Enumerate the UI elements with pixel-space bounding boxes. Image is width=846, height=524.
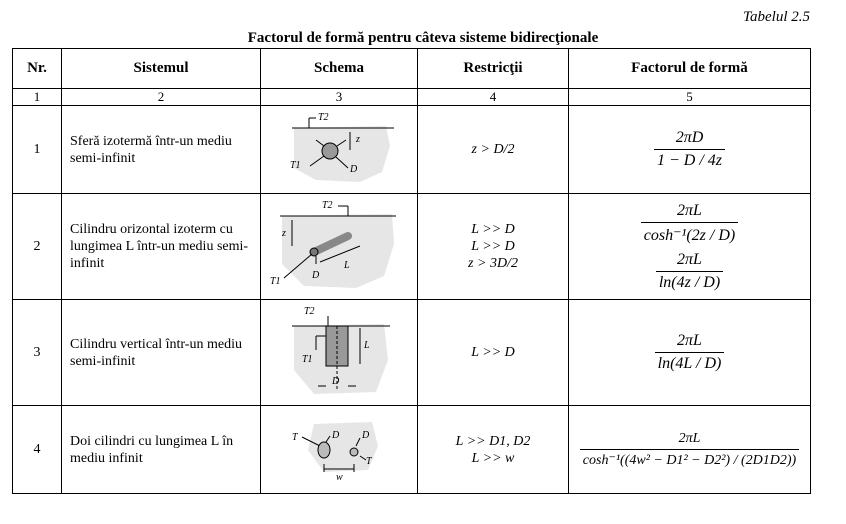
label-T2: T2	[318, 112, 329, 123]
shape-factor-cell	[569, 106, 811, 194]
formula	[654, 129, 725, 170]
schema-cell	[261, 194, 418, 300]
label-z: z	[282, 228, 286, 239]
restriction: L >> D	[471, 239, 515, 254]
label-T2: T2	[322, 200, 333, 211]
shape-factor-cell	[569, 406, 811, 494]
restrictions-cell	[418, 106, 569, 194]
table-row	[13, 300, 811, 406]
restriction: L >> D	[471, 222, 515, 237]
schema-cell	[261, 406, 418, 494]
system-description: Sferă izotermă într-un mediu semi-infinit	[62, 106, 261, 194]
row-number: 3	[13, 300, 62, 406]
column-number: 2	[62, 89, 261, 106]
label-D: D	[332, 376, 340, 387]
row-number: 1	[13, 106, 62, 194]
table-row	[13, 194, 811, 300]
system-description: Cilindru vertical într-un mediu semi-infinit	[62, 300, 261, 406]
label-T1: T1	[270, 276, 281, 287]
label-D2: D	[362, 430, 370, 441]
restriction: z > 3D/2	[468, 256, 518, 271]
header-nr: Nr.	[13, 49, 62, 89]
table-row	[13, 406, 811, 494]
column-number: 5	[569, 89, 811, 106]
table-row	[13, 106, 811, 194]
sphere-schema-diagram	[264, 106, 414, 188]
restrictions-cell	[418, 406, 569, 494]
formula-denominator: ln(4z / D)	[656, 271, 723, 292]
restriction: L >> D1, D2	[455, 433, 531, 449]
column-number: 4	[418, 89, 569, 106]
shape-factor-cell	[569, 300, 811, 406]
column-number-row	[13, 89, 811, 106]
formula-denominator: cosh⁻¹(2z / D)	[641, 222, 738, 245]
header-schema: Schema	[261, 49, 418, 89]
formula	[656, 251, 723, 292]
formula-denominator: 1 − D / 4z	[654, 149, 725, 170]
restrictions-cell	[418, 194, 569, 300]
restriction: z > D/2	[471, 142, 515, 157]
formula-numerator: 2πD	[675, 129, 704, 146]
header-row	[13, 49, 811, 89]
formula-numerator: 2πL	[677, 332, 702, 349]
schema-cell	[261, 106, 418, 194]
label-D: D	[350, 164, 358, 175]
system-description: Doi cilindri cu lungimea L în mediu infinit	[62, 406, 261, 494]
column-number: 3	[261, 89, 418, 106]
two-cylinders-schema-diagram	[264, 406, 414, 488]
label-T-left: T	[292, 432, 298, 443]
restriction: L >> w	[471, 450, 515, 466]
vertical-cylinder-schema-diagram	[264, 300, 414, 400]
shape-factor-cell	[569, 194, 811, 300]
label-T1: T1	[302, 354, 313, 365]
table-label: Tabelul 2.5	[743, 9, 810, 25]
label-T2: T2	[304, 306, 315, 317]
schema-cell	[261, 300, 418, 406]
label-T1: T1	[290, 160, 301, 171]
label-z: z	[356, 134, 360, 145]
restrictions-cell	[418, 300, 569, 406]
formula-numerator: 2πL	[677, 201, 702, 219]
label-D: D	[312, 270, 320, 281]
horizontal-cylinder-schema-diagram	[264, 194, 414, 294]
formula	[655, 332, 725, 373]
label-T-right: T	[366, 456, 372, 467]
restriction: L >> D	[471, 345, 515, 360]
header-restrictions: Restricţii	[418, 49, 569, 89]
header-shape-factor: Factorul de formă	[569, 49, 811, 89]
system-description: Cilindru orizontal izoterm cu lungimea L într-un mediu semi-infinit	[62, 194, 261, 300]
row-number: 4	[13, 406, 62, 494]
label-L: L	[364, 340, 370, 351]
table-title: Factorul de formă pentru câteva sisteme bidirecţionale	[247, 30, 599, 46]
shape-factor-table	[12, 48, 811, 494]
label-D1: D	[332, 430, 340, 441]
label-w: w	[336, 472, 343, 483]
formula-numerator: 2πL	[678, 430, 701, 446]
formula-numerator: 2πL	[677, 250, 702, 268]
formula	[580, 431, 799, 469]
label-L: L	[344, 260, 350, 271]
row-number: 2	[13, 194, 62, 300]
header-system: Sistemul	[62, 49, 261, 89]
formula-denominator: cosh⁻¹((4w² − D1² − D2²) / (2D1D2))	[580, 449, 799, 469]
formula-denominator: ln(4L / D)	[655, 352, 725, 373]
column-number: 1	[13, 89, 62, 106]
formula	[641, 202, 738, 245]
